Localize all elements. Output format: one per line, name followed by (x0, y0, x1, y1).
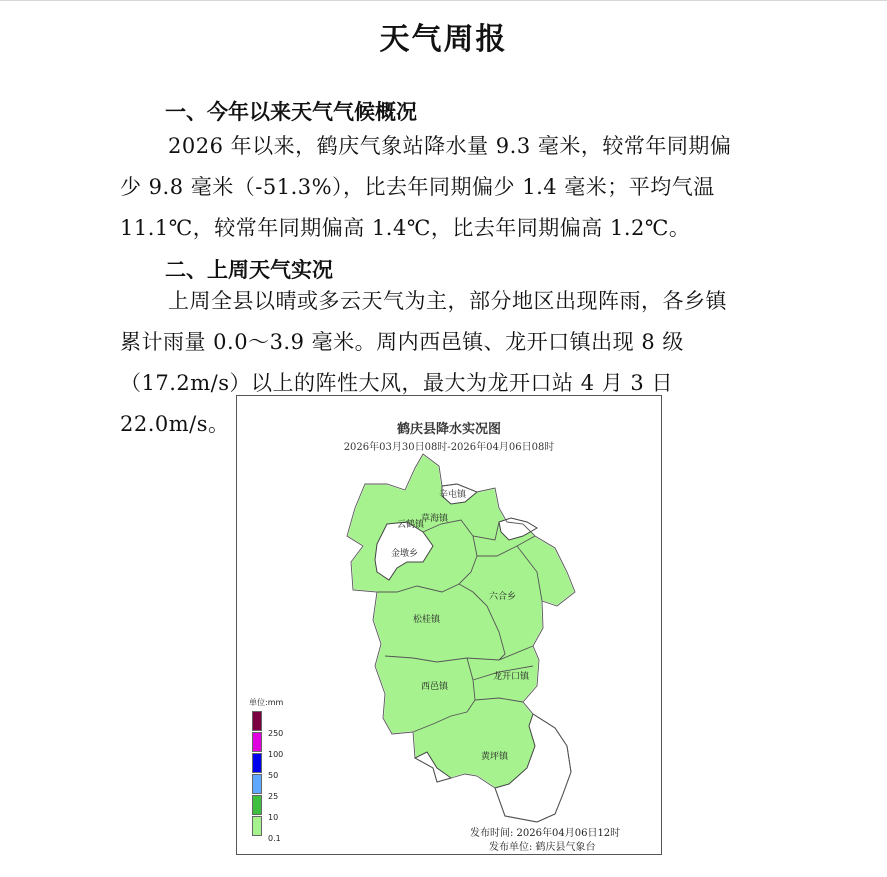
section-1-line-1 (120, 126, 780, 167)
legend-label-25: 25 (268, 792, 279, 801)
legend-swatch-25 (252, 774, 262, 794)
legend-colorbar (252, 711, 264, 837)
section-1-line-3: 11.1℃，较常年同期偏高 1.4℃，比去年同期偏高 1.2℃。 (120, 216, 691, 240)
legend-swatch-0-1 (252, 816, 262, 836)
legend-unit: 单位:mm (249, 698, 284, 707)
town-label-songgui: 松桂镇 (413, 615, 441, 625)
section-1-line-2: 少 9.8 毫米（-51.3%），比去年同期偏少 1.4 毫米；平均气温 (120, 175, 715, 199)
section-1-body (120, 126, 780, 249)
page-title: 天气周报 (379, 22, 508, 57)
section-2-line-3: （17.2m/s）以上的阵性大风，最大为龙开口站 4 月 3 日 22.0m/s。 (120, 371, 673, 436)
legend-swatch-50 (252, 753, 262, 773)
publish-time: 发布时间: 2026年04月06日12时 (470, 828, 621, 839)
county-map (237, 396, 661, 854)
precipitation-map-figure (236, 395, 662, 855)
town-label-jindun: 金墩乡 (391, 549, 419, 559)
section-2-line-1 (120, 281, 780, 322)
legend-label-10: 10 (268, 813, 279, 822)
town-label-yunhe: 云鹤镇 (397, 520, 425, 530)
town-label-xintun: 辛屯镇 (439, 490, 467, 500)
legend-label-250: 250 (268, 729, 284, 738)
section-1-heading: 一、今年以来天气气候概况 (165, 100, 417, 124)
section-2-heading: 二、上周天气实况 (165, 258, 333, 282)
figure-subtitle: 2026年03月30日08时-2026年04月06日08时 (343, 442, 555, 453)
section-1-line-1-text: 2026 年以来，鹤庆气象站降水量 9.3 毫米，较常年同期偏 (168, 134, 732, 158)
publisher: 发布单位: 鹤庆县气象台 (489, 842, 596, 853)
town-label-xiyi: 西邑镇 (421, 682, 449, 692)
town-label-longkaikou: 龙开口镇 (493, 672, 530, 682)
legend-swatch-100 (252, 732, 262, 752)
town-label-liuhe: 六合乡 (489, 592, 517, 602)
town-label-caohai: 草海镇 (421, 514, 449, 524)
figure-title: 鹤庆县降水实况图 (396, 422, 501, 437)
town-label-huangping: 黄坪镇 (481, 752, 509, 762)
legend-label-100: 100 (268, 750, 284, 759)
legend-swatch-250 (252, 711, 262, 731)
legend-label-50: 50 (268, 771, 279, 780)
top-border (0, 0, 887, 1)
legend-swatch-10 (252, 795, 262, 815)
section-2-line-1-text: 上周全县以晴或多云天气为主，部分地区出现阵雨，各乡镇 (168, 289, 727, 313)
legend-label-0-1: 0.1 (268, 834, 281, 843)
section-2-line-2: 累计雨量 0.0～3.9 毫米。周内西邑镇、龙开口镇出现 8 级 (120, 330, 684, 354)
